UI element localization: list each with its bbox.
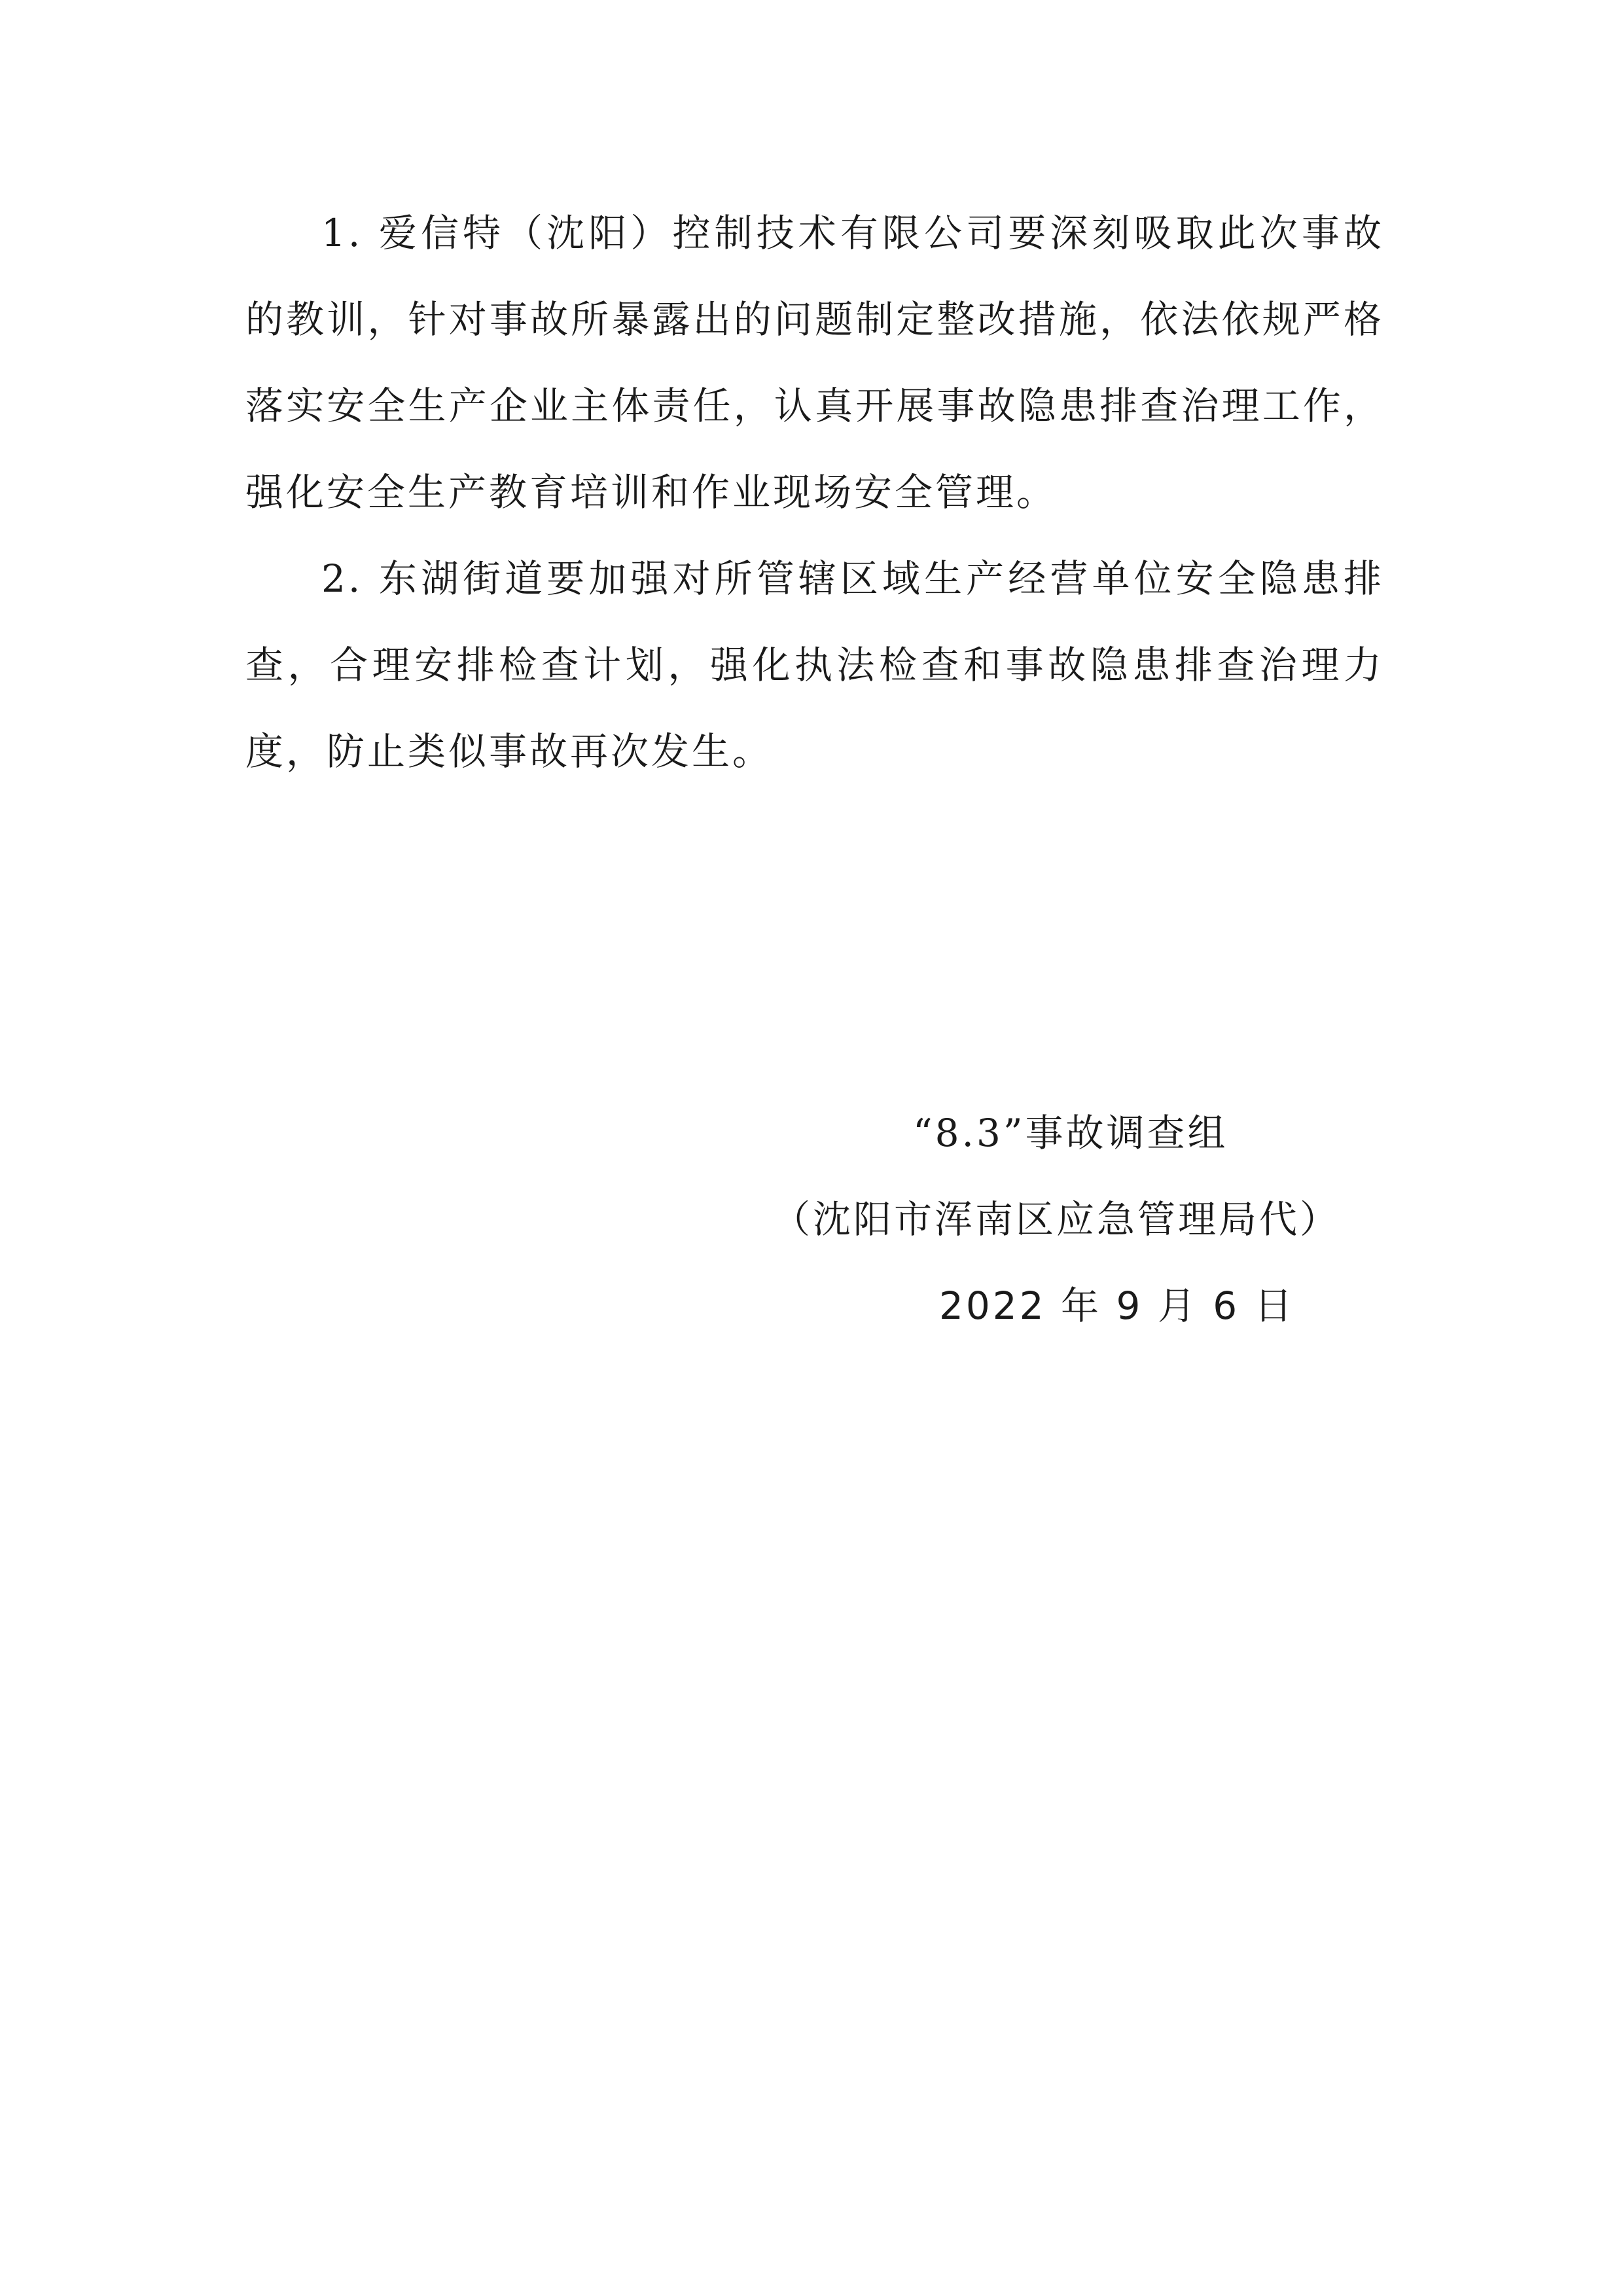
date-day-unit: 日 [1254, 1283, 1295, 1328]
investigation-group-name: “8.3”事故调查组 [913, 1111, 1228, 1155]
date-month-unit: 月 [1157, 1283, 1198, 1328]
recommendation-paragraph-2: 2. 东湖街道要加强对所管辖区域生产经营单位安全隐患排查，合理安排检查计划，强化执法检查和事故隐患排查治理力度，防止类似事故再次发生。 [245, 556, 1384, 774]
recommendation-paragraph-1: 1. 爱信特（沈阳）控制技术有限公司要深刻吸取此次事故的教训，针对事故所暴露出的问题制定整改措施，依法依规严格落实安全生产企业主体责任，认真开展事故隐患排查治理工作，强化安全生产教育培训和作业现场安全管理。 [245, 211, 1384, 514]
date-day: 6 [1213, 1283, 1240, 1328]
signature-block [753, 1090, 1374, 1349]
issuing-organization: （沈阳市浑南区应急管理局代） [772, 1197, 1341, 1242]
document-body [245, 190, 1384, 795]
issue-date [753, 1263, 1374, 1349]
date-year: 2022 [939, 1283, 1046, 1328]
date-month: 9 [1116, 1283, 1143, 1328]
date-year-unit: 年 [1061, 1283, 1102, 1328]
